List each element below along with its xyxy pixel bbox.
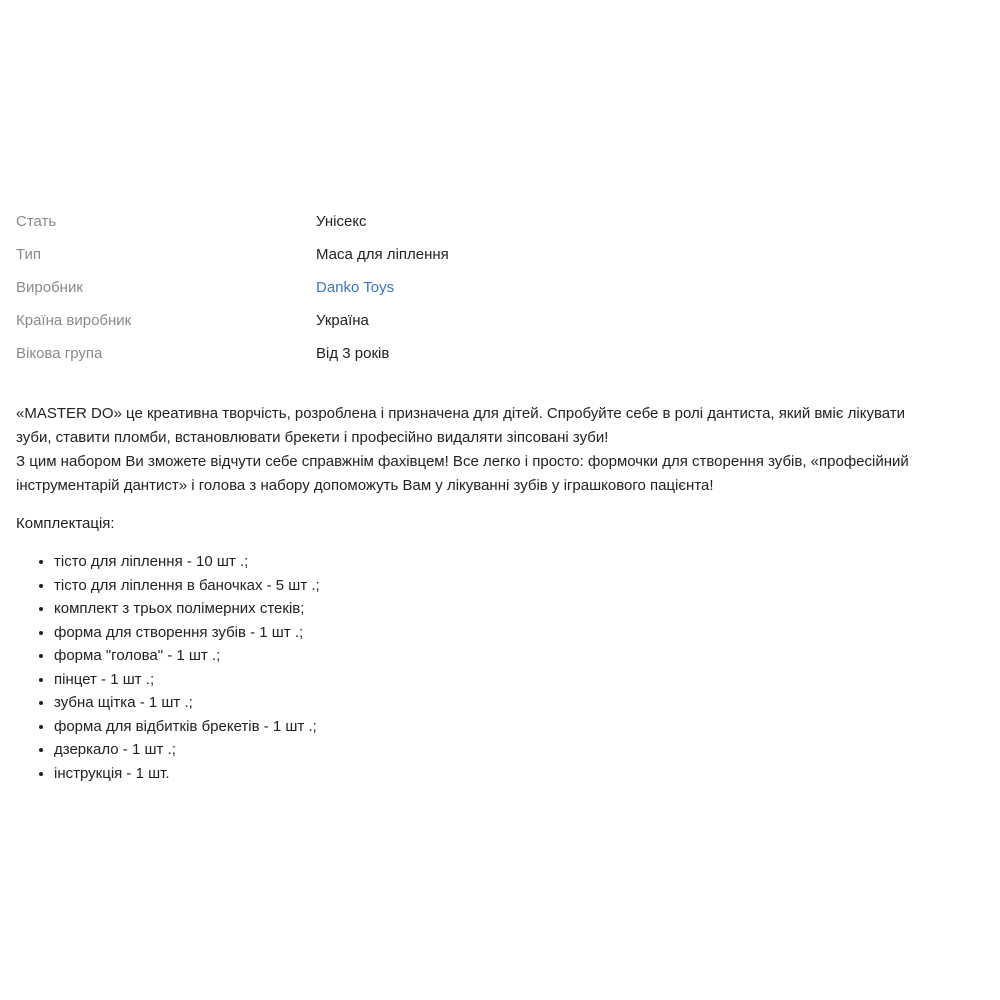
bullet-icon — [39, 678, 43, 682]
list-item-text: тісто для ліплення в баночках - 5 шт .; — [54, 576, 320, 594]
list-item-text: зубна щітка - 1 шт .; — [54, 694, 193, 711]
product-specs-table — [16, 205, 976, 370]
description-line: «MASTER DO» це креативна творчість, розроблена і призначена для дітей. Спробуйте себе в ролі дантиста, який вміє лікувати — [16, 405, 906, 422]
list-item — [39, 644, 986, 668]
list-item — [39, 597, 986, 621]
list-item-text: пінцет - 1 шт .; — [54, 670, 155, 688]
list-item-text: тісто для ліплення - 10 шт .; — [54, 553, 249, 570]
spec-label: Країна виробник — [16, 312, 132, 329]
list-item — [39, 668, 986, 692]
spec-row-type — [16, 238, 976, 271]
kit-list — [16, 550, 986, 785]
spec-row-age-group — [16, 337, 976, 370]
spec-value: Маса для ліплення — [316, 246, 449, 263]
kit-title: Комплектація: — [16, 515, 115, 532]
spec-row-manufacturer — [16, 271, 976, 304]
bullet-icon — [39, 607, 43, 611]
list-item-text: комплект з трьох полімерних стеків; — [54, 600, 305, 617]
bullet-icon — [39, 560, 43, 564]
bullet-icon — [39, 701, 43, 705]
spec-label: Тип — [16, 246, 42, 263]
bullet-icon — [39, 631, 43, 635]
list-item — [39, 550, 986, 574]
manufacturer-link[interactable]: Danko Toys — [316, 279, 395, 296]
list-item — [39, 715, 986, 739]
spec-row-gender — [16, 205, 976, 238]
bullet-icon — [39, 748, 43, 752]
list-item — [39, 621, 986, 645]
description-paragraph-1 — [16, 402, 986, 498]
spec-value: Україна — [316, 312, 369, 329]
list-item-text: інструкція - 1 шт. — [54, 764, 170, 782]
description-line: зуби, ставити пломби, встановлювати брекети і професійно видаляти зіпсовані зуби! — [16, 429, 609, 446]
list-item — [39, 574, 986, 598]
product-description — [16, 402, 986, 785]
list-item-text: форма "голова" - 1 шт .; — [54, 647, 221, 664]
list-item-text: форма для відбитків брекетів - 1 шт .; — [54, 717, 317, 735]
spec-value: Від 3 років — [316, 345, 390, 362]
list-item — [39, 738, 986, 762]
list-item — [39, 691, 986, 715]
list-item — [39, 762, 986, 786]
bullet-icon — [39, 654, 43, 658]
spec-label: Виробник — [16, 279, 83, 296]
spec-label: Вікова група — [16, 345, 103, 362]
description-line: З цим набором Ви зможете відчути себе справжнім фахівцем! Все легко і просто: формочки для створення зубів, «професійний — [16, 453, 909, 470]
bullet-icon — [39, 725, 43, 729]
spec-row-country — [16, 304, 976, 337]
bullet-icon — [39, 584, 43, 588]
bullet-icon — [39, 772, 43, 776]
description-line: інструментарій дантист» і голова з набору допоможуть Вам у лікуванні зубів у іграшкового пацієнта! — [16, 477, 714, 494]
list-item-text: дзеркало - 1 шт .; — [54, 741, 176, 758]
spec-label: Стать — [16, 213, 57, 230]
spec-value: Унісекс — [316, 213, 367, 230]
list-item-text: форма для створення зубів - 1 шт .; — [54, 623, 304, 641]
